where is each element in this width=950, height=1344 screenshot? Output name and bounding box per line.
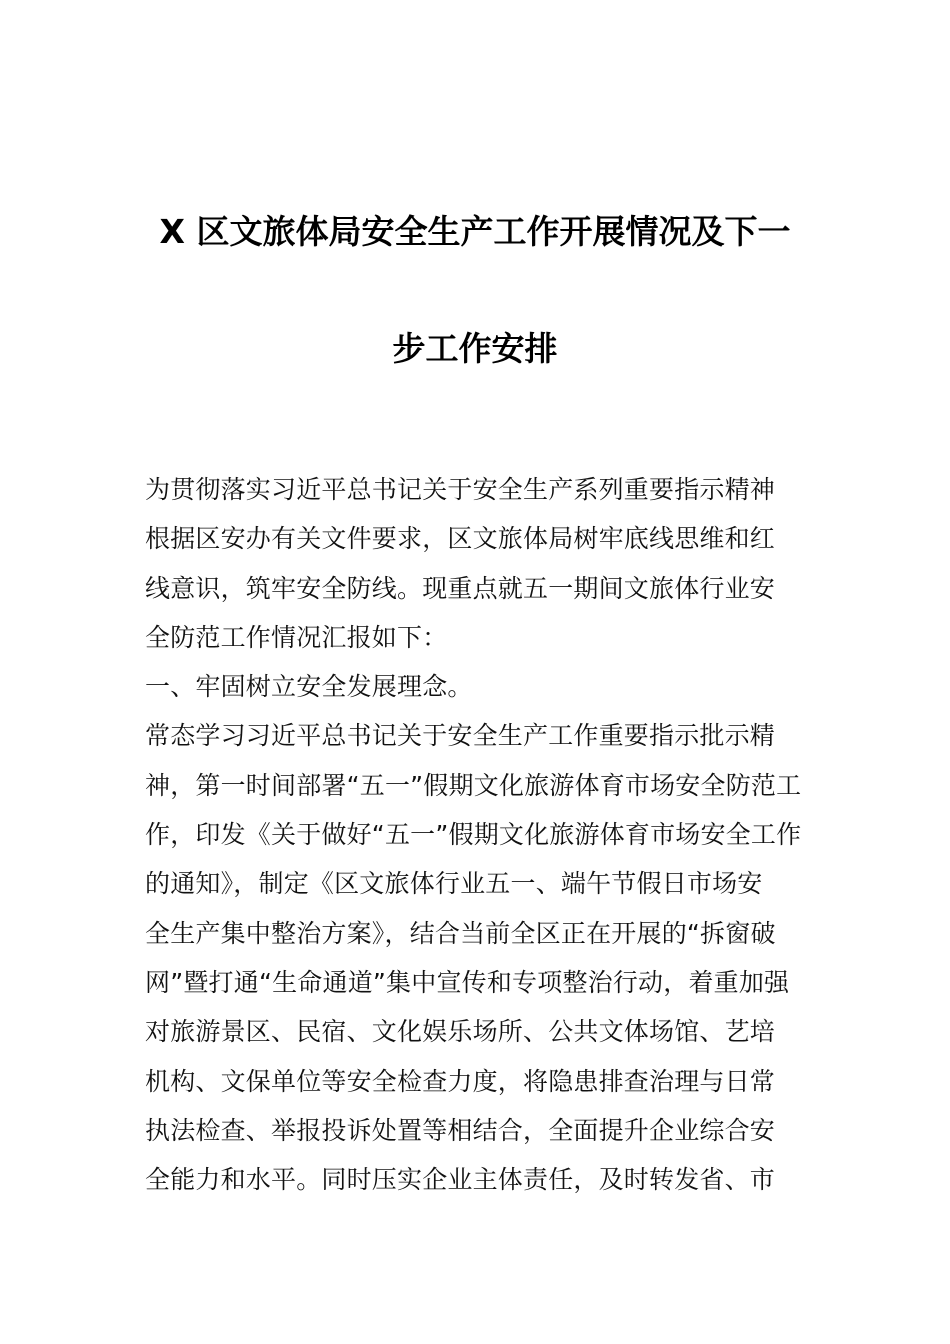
body-line: 机构、文保单位等安全检查力度，将隐患排查治理与日常 — [145, 1066, 776, 1096]
body-line: 网”暨打通“生命通道”集中宣传和专项整治行动，着重加强 — [145, 967, 790, 997]
body-line: 全生产集中整治方案》，结合当前全区正在开展的“拆窗破 — [145, 918, 776, 948]
section-heading: 一、牢固树立安全发展理念。 — [145, 672, 473, 702]
document-title-line-1: X 区文旅体局安全生产工作开展情况及下一 — [159, 212, 791, 251]
body-line: 的通知》，制定《区文旅体行业五一、端午节假日市场安 — [145, 869, 763, 899]
body-line: 神，第一时间部署“五一”假期文化旅游体育市场安全防范工 — [145, 770, 802, 800]
document-title-line-2: 步工作安排 — [392, 329, 558, 368]
body-line: 为贯彻落实习近平总书记关于安全生产系列重要指示精神 — [145, 475, 776, 504]
body-line: 对旅游景区、民宿、文化娱乐场所、公共文体场馆、艺培 — [145, 1017, 776, 1047]
body-line: 作，印发《关于做好“五一”假期文化旅游体育市场安全工作 — [145, 820, 802, 850]
body-line: 执法检查、举报投诉处置等相结合，全面提升企业综合安 — [145, 1115, 776, 1145]
body-line: 常态学习习近平总书记关于安全生产工作重要指示批示精 — [145, 721, 776, 751]
body-line: 根据区安办有关文件要求，区文旅体局树牢底线思维和红 — [145, 524, 776, 554]
document-body — [145, 465, 810, 1204]
body-line: 线意识，筑牢安全防线。现重点就五一期间文旅体行业安 — [145, 573, 776, 603]
body-line: 全能力和水平。同时压实企业主体责任，及时转发省、市 — [145, 1165, 776, 1195]
body-line: 全防范工作情况汇报如下： — [145, 622, 448, 652]
